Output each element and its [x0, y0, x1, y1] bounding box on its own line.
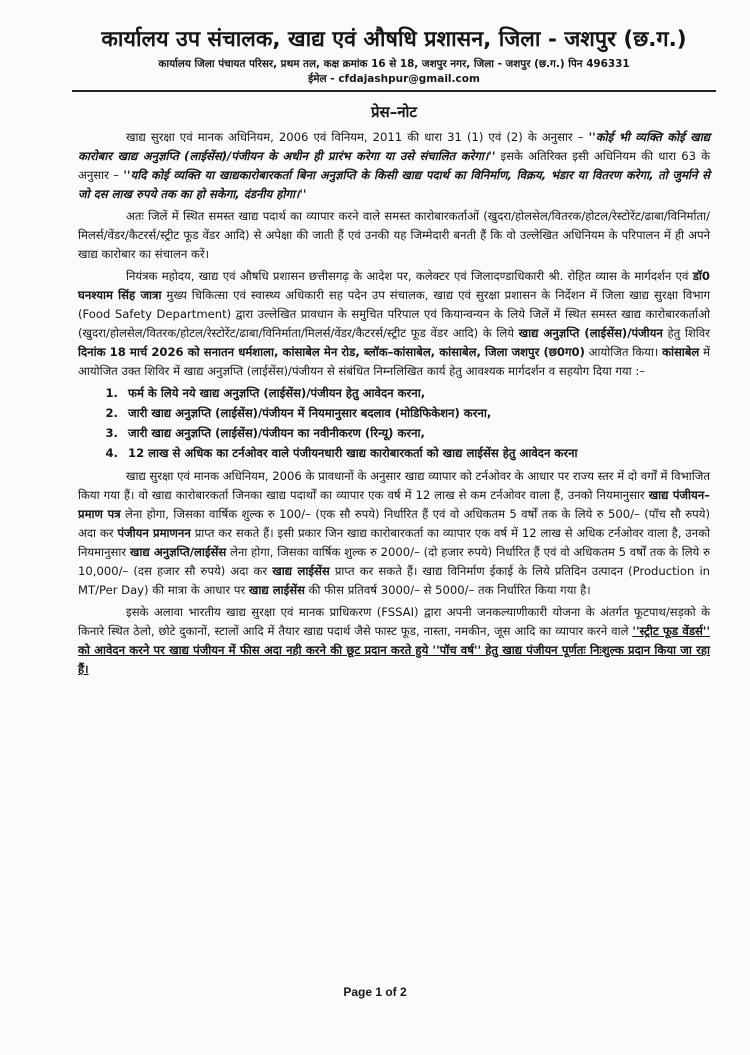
paragraph-3: [78, 267, 710, 381]
paragraph-2: [78, 207, 710, 264]
text-run: खाद्य लाईसेंस: [248, 583, 305, 597]
office-email-line: [78, 72, 710, 86]
text-run: दिनांक 18 मार्च 2026 को सनातन धर्मशाला, कांसाबेल मेन रोड, ब्लॉक–कांसाबेल, कांसाबेल, जिला जशपुर (छ0ग0): [78, 345, 585, 359]
text-run: खाद्य अनुज्ञप्ति (लाईसेंस)/पंजीयन: [518, 326, 663, 340]
text-run: ''कोई भी व्यक्ति कोई खाद्य कारोबार खाद्य अनुज्ञप्ति (लाईसेंस)/पंजीयन के अधीन ही प्रारंभ करेगा या उसे संचालित करेगा।'': [78, 130, 710, 163]
text-run: लेना होगा, जिसका वार्षिक शुल्क रु 2000/– (दो हजार रुपये) निर्धारित हैं एवं वो अधिकतम 5 वर्षों तक के लिये रु 10,000/– (दस हजार सौ रुपये) अदा कर: [78, 545, 710, 578]
list-item: 2. जारी खाद्य अनुज्ञप्ति (लाईसेंस)/पंजीयन में नियमानुसार बदलाव (मोडिफिकेशन) करना,: [122, 403, 710, 423]
page-number: Page 1 of 2: [343, 985, 407, 999]
text-run: प्राप्त कर सकते हैं। खाद्य विनिर्माण ईकाई के लिये प्रतिदिन उत्पादन (Production in MT/Per Day) की मात्रा के आधार पर: [78, 564, 711, 597]
list-item: 3. जारी खाद्य अनुज्ञप्ति (लाईसेंस)/पंजीयन का नवीनीकरण (रिन्यू) करना,: [122, 423, 710, 443]
office-address: कार्यालय जिला पंचायत परिसर, प्रथम तल, कक्ष क्रमांक 16 से 18, जशपुर नगर, जिला - जशपुर (छ.ग.) पिन 496331: [158, 58, 630, 70]
list-item: 4. 12 लाख से अधिक का टर्नओवर वाले पंजीयनधारी खाद्य कारोबारकर्ता को खाद्य लाईसेंस हेतु आवेदन करना: [122, 443, 710, 463]
text-run: डॉ0 घनश्याम सिंह जात्रा: [78, 269, 710, 302]
list-item: 1. फर्म के लिये नये खाद्य अनुज्ञप्ति (लाईसेंस)/पंजीयन हेतु आवेदन करना,: [122, 383, 710, 403]
text-run: खाद्य सुरक्षा एवं मानक अधिनियम, 2006 के प्रावधानों के अनुसार खाद्य व्यापार को टर्नओवर के आधार पर राज्य स्तर में दो वर्गों में विभाजित किया गया हैं। वो खाद्य कारोबारकर्ता जिनका खाद्य पदार्थों का व्यापार एक वर्ष में 12 लाख से कम टर्नओवर वाला हैं, उनको नियमानुसार: [78, 469, 710, 502]
paragraph-5: [78, 603, 710, 679]
text-run: इसके अलावा भारतीय खाद्य सुरक्षा एवं मानक प्राधिकरण (FSSAI) द्वारा अपनी जनकल्याणीकारी योजना के अंतर्गत फूटपाथ/सड़को के किनारे स्थित ठेलो, छोटे दुकानों, स्टालों आदि में तैयार खाद्य पदार्थ जैसे फास्ट फूड, नास्ता, नमकीन, जूस आदि का व्यापार करने वाले: [78, 605, 710, 638]
service-list: [78, 383, 710, 463]
text-run: की फीस प्रतिवर्ष 3000/– से 5000/– तक निर्धारित किया गया है।: [304, 583, 591, 597]
email-address: cfdajashpur@gmail.com: [338, 73, 480, 85]
office-title: कार्यालय उप संचालक, खाद्य एवं औषधि प्रशासन, जिला - जशपुर (छ.ग.): [101, 27, 687, 52]
text-run: आयोजित किया।: [584, 345, 663, 359]
text-run: मुख्य चिकित्सा एवं स्वास्थ्य अधिकारी सह पदेन उप संचालक, खाद्य एवं सुरक्षा प्रशासन के निर्देशन में जिला खाद्य सुरक्षा विभाग (Food Safety Department) द्वारा उल्लेखित प्रावधान के समुचित परिपाल एवं कियान्वन्यन के लिये जिलें में स्थित समस्त खाद्य कारोबारकर्ताओ (खुदरा/होलसेल/वितरक/होटल/रेस्टोरेंट/ढाबा/विनिर्माता/मिलर्स/वेंडर/कैटरर्स/स्ट्रीट फूड वेंडर आदि) के लिये: [78, 288, 710, 340]
document-heading: प्रेस–नोट: [371, 103, 417, 121]
header-divider: [72, 90, 716, 92]
document-body: [78, 128, 710, 679]
letterhead: [78, 0, 710, 86]
text-run: खाद्य लाईसेंस: [272, 564, 330, 578]
text-run: ''यदि कोई व्यक्ति या खाद्यकारोबारकर्ता बिना अनुज्ञप्ति के किसी खाद्य पदार्थ का विनिर्माण, विक्रय, भंडार या वितरण करेगा, तो जुर्माने से जो दस लाख रुपये तक का हो सकेगा, दंडनीय होगा।'': [78, 168, 710, 201]
text-run: नियंत्रक महोदय, खाद्य एवं औषधि प्रशासन छत्तीसगढ़ के आदेश पर, कलेक्टर एवं जिलादण्डाधिकारी श्री. रोहित व्यास के मार्गदर्शन एवं: [126, 269, 693, 283]
email-label: ईमेल -: [308, 73, 335, 85]
text-run: अतः जिलें में स्थित समस्त खाद्य पदार्थ का व्यापार करने वाले समस्त कारोबारकर्ताओं (खुदरा/होलसेल/वितरक/होटल/रेस्टोरेंट/ढाबा/विनिर्माता/मिलर्स/वेंडर/कैटरर्स/स्ट्रीट फूड वेंडर आदि) से अपेक्षा की जाती हैं एवं उनकी यह जिम्मेदारी बनती हैं कि वो उल्लेखित अधिनियम के परिपालन में ही अपने खाद्य कारोबार का संचालन करें।: [78, 209, 710, 261]
paragraph-1: [78, 128, 710, 204]
text-run: ''स्ट्रीट फूड वेंडर्स'' को आवेदन करने पर खाद्य पंजीयन में फीस अदा नही करने की छूट प्रदान करते हुये ''पॉच वर्ष'' हेतु खाद्य पंजीयन पूर्णतः निःशुल्क प्रदान किया जा रहा हैं।: [78, 624, 710, 676]
text-run: कांसाबेल: [662, 345, 700, 359]
text-run: पंजीयन प्रमाणनन: [117, 526, 191, 540]
text-run: खाद्य अनुज्ञप्ति/लाईसेंस: [129, 545, 227, 559]
text-run: लेना होगा, जिसका वार्षिक शुल्क रु 100/– (एक सौ रुपये) निर्धारित हैं एवं वो अधिकतम 5 वर्षों तक के लिये रु 500/– (पॉच सौ रुपये) अदा कर: [78, 507, 710, 540]
text-run: इसके अतिरिक्त इसी अधिनियम की धारा 63 के अनुसार –: [78, 149, 711, 182]
text-run: में आयोजित उक्त शिविर में खाद्य अनुज्ञप्ति (लाईसेंस)/पंजीयन से संबंधित निम्नलिखित कार्य हेतु आवश्यक मार्गदर्शन व सहयोग दिया गया :–: [78, 345, 711, 378]
paragraph-4: [78, 467, 710, 600]
text-run: प्राप्त कर सकते हैं। इसी प्रकार जिन खाद्य कारोबारकर्ता का व्यापार एक वर्ष में 12 लाख से अधिक टर्नओवर वाला है, उनको नियमानुसार: [78, 526, 711, 559]
text-run: हेतु शिविर: [662, 326, 710, 340]
text-run: खाद्य पंजीयन–प्रमाण पत्र: [78, 488, 710, 521]
text-run: खाद्य सुरक्षा एवं मानक अधिनियम, 2006 एवं विनियम, 2011 की धारा 31 (1) एवं (2) के अनुसार –: [126, 130, 589, 144]
